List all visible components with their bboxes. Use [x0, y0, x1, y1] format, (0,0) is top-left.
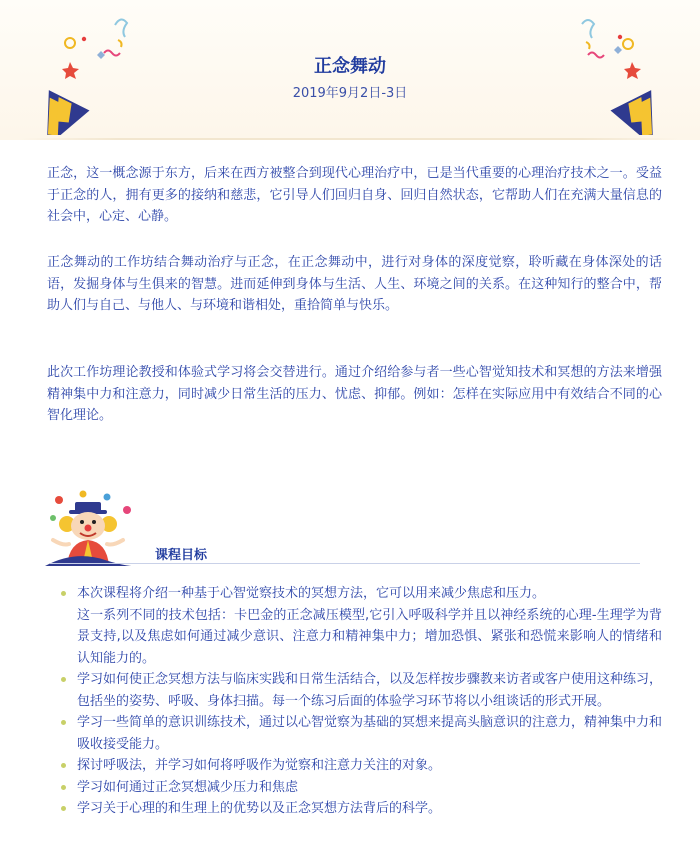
section-title: 课程目标 — [155, 548, 208, 563]
intro-paragraph-3: 此次工作坊理论教授和体验式学习将会交替进行。通过介绍给参与者一些心智觉知技术和冥想的方法来增强精神集中力和注意力，同时减少日常生活的压力、忧虑、抑郁。例如：怎样在实际应用中有效结合不同的心智化理论。 — [47, 365, 662, 423]
page-title: 正念舞动 — [314, 56, 386, 77]
list-item — [57, 755, 662, 777]
list-item — [57, 777, 662, 799]
list-item — [57, 669, 662, 712]
clown-juggler-icon — [45, 488, 145, 566]
course-goals-list — [57, 583, 662, 820]
page-header — [0, 0, 700, 140]
goal-text: 学习关于心理的和生理上的优势以及正念冥想方法背后的科学。 — [77, 801, 442, 816]
intro-paragraph-1: 正念，这一概念源于东方，后来在西方被整合到现代心理治疗中，已是当代重要的心理治疗技术之一。受益于正念的人，拥有更多的接纳和慈悲，它引导人们回归自身、回归自然状态，它帮助人们在充满大量信息的社会中，心定、心静。 — [47, 166, 662, 224]
goal-text: 学习一些简单的意识训练技术，通过以心智觉察为基础的冥想来提高头脑意识的注意力，精神集中力和吸收接受能力。 — [77, 715, 663, 752]
goal-text: 探讨呼吸法，并学习如何将呼吸作为觉察和注意力关注的对象。 — [77, 758, 442, 773]
goal-detail: 这一系列不同的技术包括：卡巴金的正念减压模型,它引入呼吸科学并且以神经系统的心理-生理学为背景支持,以及焦虑如何通过减少意识、注意力和精神集中力；增加恐惧、紧张和恐慌来影响人的情绪和认知能力的。 — [77, 607, 662, 666]
goal-text: 学习如何使正念冥想方法与临床实践和日常生活结合，以及怎样按步骤教来访者或客户使用这种练习，包括坐的姿势、呼吸、身体扫描。每一个练习后面的体验学习环节将以小组谈话的形式开展。 — [77, 672, 663, 709]
goal-text: 学习如何通过正念冥想减少压力和焦虑 — [77, 779, 299, 795]
list-item — [57, 712, 662, 755]
section-header — [45, 488, 665, 568]
list-item — [57, 798, 662, 820]
list-item — [57, 583, 662, 669]
event-date: 2019年9月2日-3日 — [292, 86, 408, 101]
goal-text: 本次课程将介绍一种基于心智觉察技术的冥想方法，它可以用来减少焦虑和压力。 — [77, 586, 546, 601]
header-divider — [20, 138, 680, 140]
intro-paragraph-2: 正念舞动的工作坊结合舞动治疗与正念，在正念舞动中，进行对身体的深度觉察，聆听藏在身体深处的话语，发掘身体与生俱来的智慧。进而延伸到身体与生活、人生、环境之间的关系。在这种知行的整合中，帮助人们与自己、与他人、与环境和谐相处，重拾简单与快乐。 — [47, 255, 662, 313]
section-divider — [50, 563, 640, 564]
